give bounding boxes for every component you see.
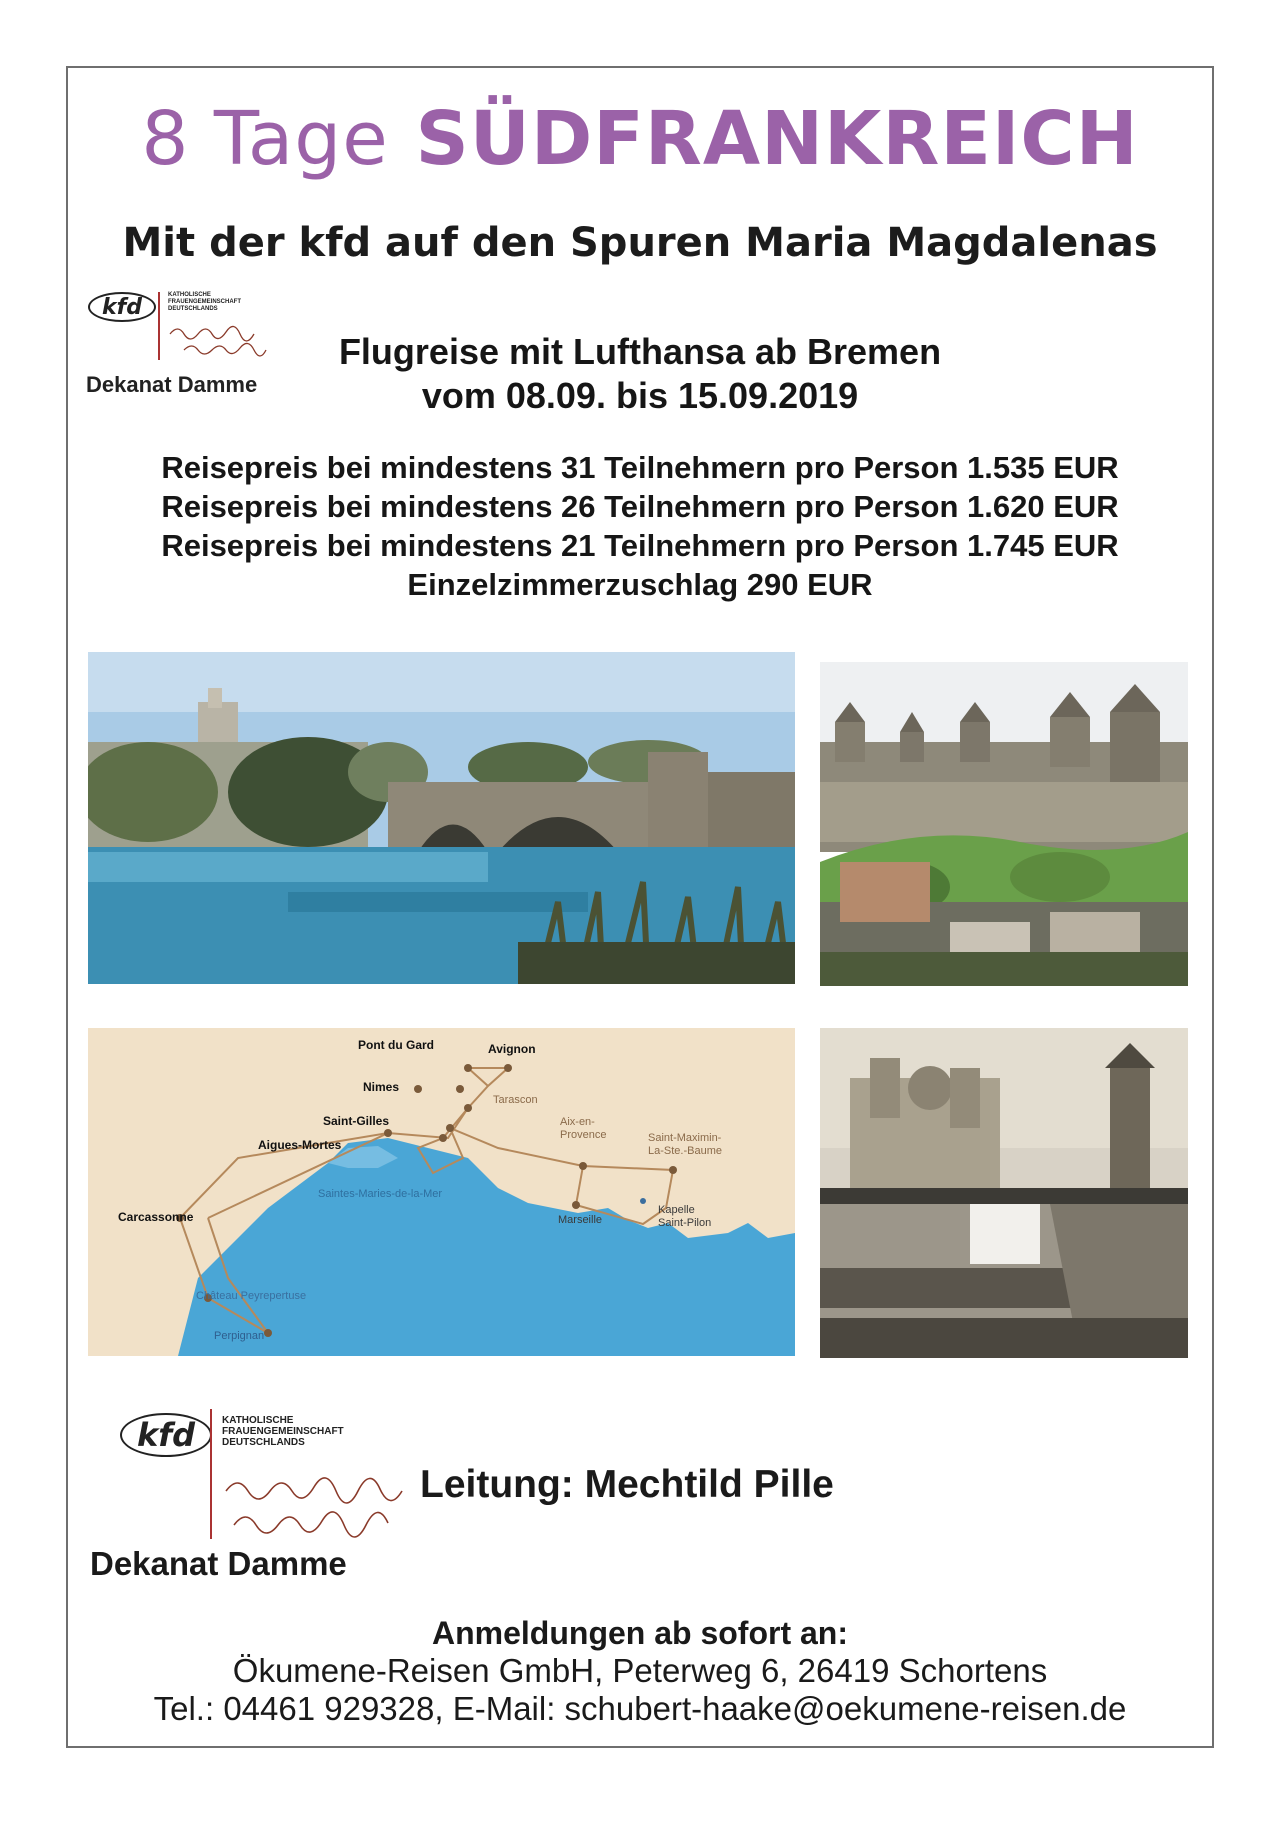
subtitle: Mit der kfd auf den Spuren Maria Magdalenas [122, 220, 1158, 266]
travel-dates: vom 08.09. bis 15.09.2019 [421, 375, 859, 416]
map-label-carcassonne: Carcassonne [118, 1210, 194, 1224]
logo-org-name: KATHOLISCHE FRAUENGEMEINSCHAFT DEUTSCHLANDS [222, 1415, 344, 1448]
map-label-aix: Aix-en- Provence [560, 1116, 607, 1141]
photo-avignon-bridge [88, 652, 795, 984]
price-line: Reisepreis bei mindestens 21 Teilnehmern pro Person 1.745 EUR [161, 528, 1119, 563]
price-list [66, 448, 1214, 604]
map-label-aigues-mortes: Aigues-Mortes [258, 1138, 342, 1152]
title-destination: SÜDFRANKREICH [415, 96, 1139, 182]
price-line: Reisepreis bei mindestens 26 Teilnehmern pro Person 1.620 EUR [161, 489, 1119, 524]
map-label-marseille: Marseille [558, 1214, 603, 1226]
footer-dekanat: Dekanat Damme [90, 1545, 347, 1582]
map-label-nimes: Nimes [363, 1080, 400, 1094]
logo-signature-icon [220, 1463, 420, 1543]
photo-marseille [820, 1028, 1188, 1358]
map-label-saintes-maries: Saintes-Maries-de-la-Mer [318, 1188, 443, 1200]
flight-line: Flugreise mit Lufthansa ab Bremen [338, 331, 942, 372]
map-label-avignon: Avignon [488, 1042, 536, 1056]
flight-info [240, 330, 1040, 418]
map-label-saint-gilles: Saint-Gilles [323, 1114, 390, 1128]
single-room-surcharge: Einzelzimmerzuschlag 290 EUR [407, 567, 873, 602]
price-line: Reisepreis bei mindestens 31 Teilnehmern pro Person 1.535 EUR [161, 450, 1119, 485]
main-title [66, 96, 1214, 182]
map-label-pont-du-gard: Pont du Gard [358, 1038, 434, 1052]
map-label-saint-maximin: Saint-Maximin- La-Ste.-Baume [648, 1132, 722, 1157]
map-label-kapelle: Kapelle Saint-Pilon [658, 1204, 712, 1229]
logo-divider [210, 1409, 212, 1539]
logo-org-name: KATHOLISCHE FRAUENGEMEINSCHAFT DEUTSCHLANDS [168, 292, 241, 312]
organizer-contact: Tel.: 04461 929328, E-Mail: schubert-haake@oekumene-reisen.de [153, 1690, 1127, 1727]
photo-carcassonne [820, 662, 1188, 986]
kfd-logo-mark: kfd [120, 1413, 212, 1457]
logo-dekanat: Dekanat Damme [86, 372, 258, 397]
organizer-address: Ökumene-Reisen GmbH, Peterweg 6, 26419 Schortens [232, 1652, 1048, 1689]
kfd-logo-mark: kfd [88, 292, 156, 322]
map-label-tarascon: Tarascon [493, 1094, 538, 1106]
kfd-logo-large [86, 1405, 426, 1555]
map-label-chateau: Château Peyrepertuse [196, 1290, 307, 1302]
title-prefix: 8 Tage [141, 96, 389, 182]
registration-heading: Anmeldungen ab sofort an: [432, 1615, 848, 1651]
tour-leader: Leitung: Mechtild Pille [420, 1463, 834, 1506]
route-map [88, 1028, 795, 1356]
map-label-perpignan: Perpignan [214, 1330, 265, 1342]
logo-divider [158, 292, 160, 360]
